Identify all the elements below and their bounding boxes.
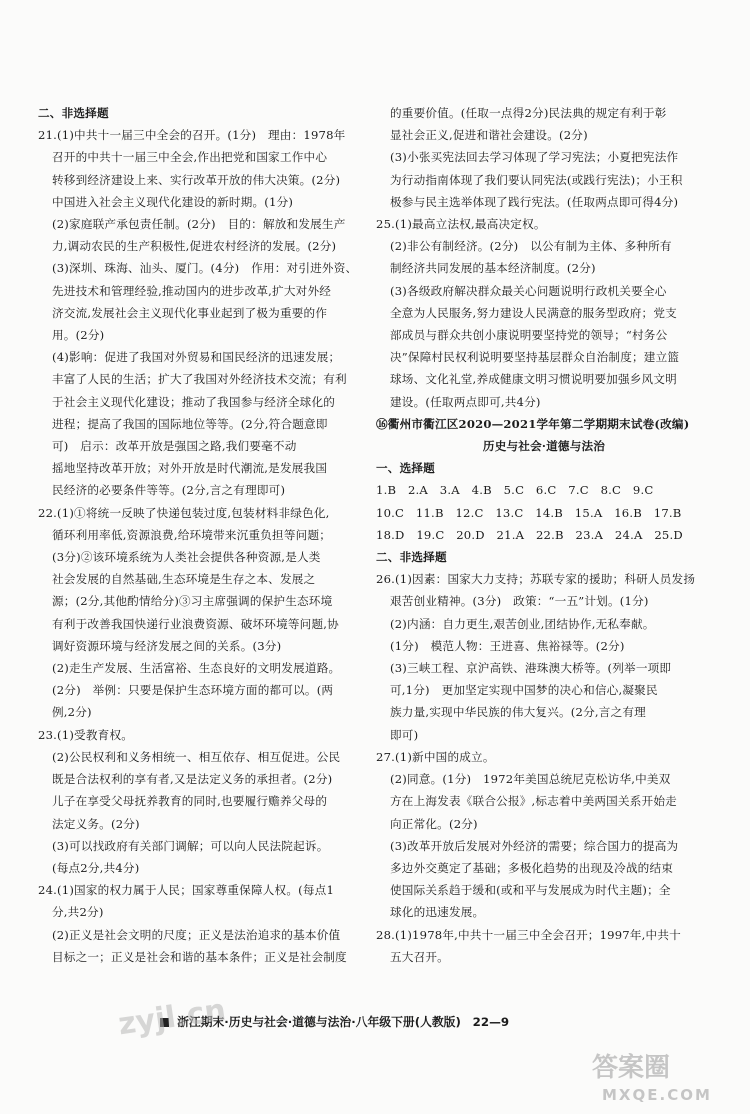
text-line: 可,1分) 更加坚定实现中国梦的决心和信心,凝聚民: [390, 683, 658, 698]
text-line: (2)非公有制经济。(2分) 以公有制为主体、多种所有: [390, 239, 672, 254]
text-line: 循环利用率低,资源浪费,给环境带来沉重负担等问题；: [52, 527, 332, 542]
text-line: 济交流,发展社会主义现代化事业起到了极为重要的作: [52, 305, 328, 320]
text-line: 球场、文化礼堂,养成健康文明习惯说明要加强乡风文明: [390, 372, 677, 387]
text-line: 社会发展的自然基础,生态环境是生存之本、发展之: [52, 572, 316, 587]
text-line: 1.B 2.A 3.A 4.B 5.C 6.C 7.C 8.C 9.C: [376, 483, 654, 498]
text-line: (1分) 模范人物：王进喜、焦裕禄等。(2分): [390, 638, 625, 653]
text-line: (2)走生产发展、生活富裕、生态良好的文明发展道路。: [52, 661, 341, 676]
text-line: 显社会正义,促进和谐社会建设。(2分): [390, 128, 588, 143]
text-line: (每点2分,共4分): [52, 860, 140, 875]
text-line: 力,调动农民的生产积极性,促进农村经济的发展。(2分): [52, 239, 337, 254]
text-line: 28.(1)1978年,中共十一届三中全会召开；1997年,中共十: [376, 927, 681, 942]
text-line: 分,共2分): [52, 905, 104, 920]
text-line: 25.(1)最高立法权,最高决定权。: [376, 217, 546, 232]
text-line: (3)三峡工程、京沪高铁、港珠澳大桥等。(列举一项即: [390, 661, 672, 676]
text-line: 使国际关系趋于缓和(或和平与发展成为时代主题)；全: [390, 883, 671, 898]
text-line: (3)各级政府解决群众最关心问题说明行政机关要全心: [390, 283, 667, 298]
text-line: 转移到经济建设上来、实行改革开放的伟大决策。(2分): [52, 172, 341, 187]
text-line: (2分) 举例：只要是保护生态环境方面的都可以。(两: [52, 683, 334, 698]
watermark-left: zyjl.cn: [116, 992, 229, 1043]
text-line: 有利于改善我国快递行业浪费资源、破坏环境等问题,协: [52, 616, 339, 631]
text-line: 丰富了人民的生活；扩大了我国对外经济技术交流；有利: [52, 372, 347, 387]
text-line: 即可): [390, 727, 419, 742]
text-line: 一、选择题: [376, 461, 435, 476]
text-line: (3)深圳、珠海、汕头、厦门。(4分) 作用：对引进外资、: [52, 261, 358, 276]
text-line: 18.D 19.C 20.D 21.A 22.B 23.A 24.A 25.D: [376, 527, 683, 542]
text-line: 制经济共同发展的基本经济制度。(2分): [390, 261, 596, 276]
text-line: 先进技术和管理经验,推动国内的进步改革,扩大对外经: [52, 283, 332, 298]
text-line: 源；(2分,其他酌情给分)③习主席强调的保护生态环境: [52, 594, 333, 609]
text-line: (3分)②该环境系统为人类社会提供各种资源,是人类: [52, 550, 321, 565]
footer-text: 浙江期末·历史与社会·道德与法治·八年级下册(人教版) 22—9: [177, 1015, 510, 1029]
text-line: 的重要价值。(任取一点得2分)民法典的规定有利于彰: [390, 106, 667, 120]
text-line: 21.(1)中共十一届三中全会的召开。(1分) 理由：1978年: [38, 128, 346, 143]
text-line: 召开的中共十一届三中全会,作出把党和国家工作中心: [52, 150, 328, 165]
text-line: (2)家庭联产承包责任制。(2分) 目的：解放和发展生产: [52, 217, 346, 232]
watermark-logo-text: 答案圈: [592, 1053, 671, 1083]
text-line: 部成员与群众共创小康说明要坚持党的领导；“村务公: [390, 328, 668, 343]
text-line: (3)改革开放后发展对外经济的需要；综合国力的提高为: [390, 838, 679, 853]
text-line: 二、非选择题: [376, 550, 447, 565]
text-line: 艰苦创业精神。(3分) 政策：“一五”计划。(1分): [390, 594, 649, 609]
text-line: (2)公民权利和义务相统一、相互依存、相互促进。公民: [52, 749, 341, 764]
text-line: 极参与民主选举体现了践行宪法。(任取两点即可得4分): [390, 194, 679, 209]
text-line: 23.(1)受教育权。: [38, 727, 134, 742]
left-column: [38, 102, 360, 968]
text-line: 二、非选择题: [38, 106, 109, 120]
text-line: 决”保障村民权利说明要坚持基层群众自治制度；建立篮: [390, 350, 680, 365]
text-line: ⑯衢州市衢江区2020—2021学年第二学期期末试卷(改编): [376, 416, 690, 431]
text-line: 22.(1)①将统一反映了快递包装过度,包装材料非绿色化,: [38, 505, 330, 520]
text-line: 方在上海发表《联合公报》,标志着中美两国关系开始走: [390, 794, 677, 809]
watermark-logo: [588, 1046, 738, 1108]
text-line: 进程；提高了我国的国际地位等等。(2分,符合题意即: [52, 416, 328, 431]
text-line: 摇地坚持改革开放；对外开放是时代潮流,是发展我国: [52, 461, 328, 476]
text-line: 27.(1)新中国的成立。: [376, 749, 495, 764]
text-line: 全意为人民服务,努力建设人民满意的服务型政府；党支: [390, 305, 677, 320]
text-line: 调好资源环境与经济发展之间的关系。(3分): [52, 638, 282, 653]
text-line: 球化的迅速发展。: [390, 905, 485, 920]
text-line: 儿子在享受父母抚养教育的同时,也要履行赡养父母的: [52, 794, 328, 809]
text-line: 法定义务。(2分): [52, 816, 140, 831]
text-line: 用。(2分): [52, 328, 105, 343]
text-line: (3)小张买宪法回去学习体现了学习宪法；小夏把宪法作: [390, 150, 679, 165]
text-line: 例,2分): [52, 705, 92, 720]
text-line: 可) 启示：改革开放是强国之路,我们要毫不动: [52, 439, 297, 454]
text-line: (2)正义是社会文明的尺度；正义是法治追求的基本价值: [52, 927, 341, 942]
text-line: (2)内涵：自力更生,艰苦创业,团结协作,无私奉献。: [390, 616, 655, 631]
text-line: 五大召开。: [390, 949, 449, 964]
text-line: 10.C 11.B 12.C 13.C 14.B 15.A 16.B 17.B: [376, 505, 682, 520]
text-line: 中国进入社会主义现代化建设的新时期。(1分): [52, 194, 294, 209]
text-line: (4)影响：促进了我国对外贸易和国民经济的迅速发展；: [52, 350, 341, 365]
text-line: 既是合法权利的享有者,又是法定义务的承担者。(2分): [52, 772, 333, 787]
text-line: 民经济的必要条件等等。(2分,言之有理即可): [52, 483, 286, 498]
text-line: 建设。(任取两点即可,共4分): [390, 394, 541, 409]
text-line: 24.(1)国家的权力属于人民；国家尊重保障人权。(每点1: [38, 883, 335, 898]
text-line: 为行动指南体现了我们要认同宪法(或践行宪法)；小王积: [390, 172, 683, 187]
text-line: 多边外交奠定了基础；多极化趋势的出现及冷战的结束: [390, 860, 674, 875]
text-line: 族力量,实现中华民族的伟大复兴。(2分,言之有理: [390, 705, 646, 720]
text-line: 目标之一；正义是社会和谐的基本条件；正义是社会制度: [52, 949, 347, 964]
text-line: 于社会主义现代化建设；推动了我国参与经济全球化的: [52, 394, 336, 409]
text-line: 26.(1)因素：国家大力支持；苏联专家的援助；科研人员发扬: [376, 572, 696, 587]
right-column: [376, 102, 712, 968]
text-line: (3)可以找政府有关部门调解；可以向人民法院起诉。: [52, 838, 329, 853]
text-line: 历史与社会·道德与法治: [482, 439, 606, 454]
watermark-logo-url: MXQE.COM: [602, 1086, 712, 1104]
text-line: (2)同意。(1分) 1972年美国总统尼克松访华,中美双: [390, 772, 671, 787]
text-line: 向正常化。(2分): [390, 816, 478, 831]
